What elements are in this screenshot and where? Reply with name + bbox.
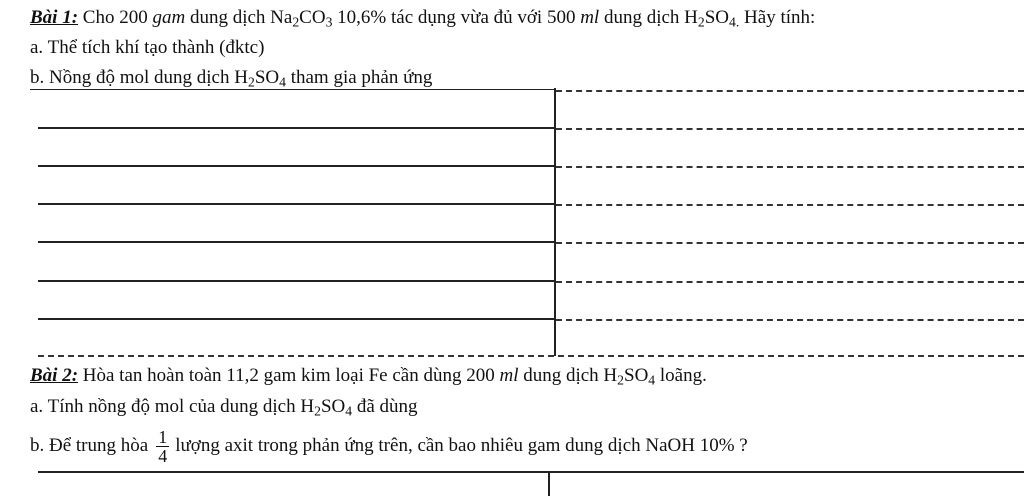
bai1-sub-co: 3 — [325, 14, 333, 30]
bai1-question — [30, 6, 815, 30]
bai2-a-sub-so: 4 — [345, 403, 353, 419]
bai2-question — [30, 364, 707, 388]
fraction-one-quarter — [156, 428, 169, 465]
bai1-label: Bài 1: — [30, 7, 79, 28]
answer-solid-line — [38, 165, 554, 167]
bai1-unit-ml: ml — [580, 7, 600, 28]
bai2-text-2: dung dịch H — [518, 365, 618, 386]
answer-dash-line — [556, 128, 1024, 130]
bai2-sub-h: 2 — [617, 372, 624, 388]
bai2-unit-ml: ml — [499, 365, 519, 386]
bai1-unit-gam: gam — [152, 7, 186, 28]
bai1-sub-so: 4. — [729, 14, 740, 30]
bai1-b-text-3: tham gia phản ứng — [285, 67, 433, 88]
bai1-b-sub-so: 4 — [279, 74, 286, 90]
answer-dash-line — [556, 204, 1024, 206]
bai1-part-b — [30, 66, 432, 90]
bai2-text-4: loãng. — [655, 365, 707, 386]
answer-solid-line — [38, 280, 554, 282]
answer-solid-line — [38, 241, 554, 243]
bai1-part-a: a. Thể tích khí tạo thành (đktc) — [30, 37, 265, 58]
bai2-sub-so: 4 — [648, 372, 656, 388]
bai1-text-3: CO — [299, 7, 326, 28]
bai2-part-a — [30, 395, 418, 419]
fraction-numerator: 1 — [158, 427, 168, 448]
bai2-a-text-1: a. Tính nồng độ mol của dung dịch H — [30, 396, 315, 417]
answer-dash-line — [556, 281, 1024, 283]
bai1-text-6: SO — [704, 7, 730, 28]
answer-dash-line — [556, 242, 1024, 244]
bai1-text-7: Hãy tính: — [739, 7, 816, 28]
answer-dash-line — [556, 319, 1024, 321]
fraction-denominator: 4 — [158, 446, 168, 467]
answer-solid-line — [38, 471, 1024, 473]
bai2-label: Bài 2: — [30, 365, 79, 386]
bai1-text-2: dung dịch Na — [185, 7, 293, 28]
answer-solid-line — [38, 127, 554, 129]
bai1-sub-h: 2 — [697, 14, 705, 30]
bai2-a-sub-h: 2 — [314, 403, 321, 419]
bai1-b-text-1: b. Nồng độ mol dung dịch H — [30, 67, 248, 88]
answer-dash-line — [556, 166, 1024, 168]
bai1-b-sub-h: 2 — [247, 74, 255, 90]
bai2-b-text-2: lượng axit trong phản ứng trên, cần bao nhiêu gam dung dịch NaOH 10% ? — [175, 435, 748, 456]
bai1-text-1: Cho 200 — [78, 7, 153, 28]
bai1-b-text-2: SO — [254, 67, 280, 88]
answer-solid-line — [30, 89, 554, 90]
answer-solid-line — [38, 203, 554, 205]
bai2-text-1: Hòa tan hoàn toàn 11,2 gam kim loại Fe cần dùng 200 — [78, 365, 500, 386]
bai1-text-4: 10,6% tác dụng vừa đủ với 500 — [332, 7, 581, 28]
bai2-a-text-2: SO — [320, 396, 346, 417]
bai2-b-text-1: b. Để trung hòa — [30, 435, 149, 456]
bai1-text-5: dung dịch H — [599, 7, 698, 28]
bai2-a-text-3: đã dùng — [352, 396, 418, 417]
answer-divider — [548, 472, 550, 496]
bai2-part-b — [30, 426, 748, 466]
answer-solid-line — [38, 318, 554, 320]
bai2-text-3: SO — [624, 365, 649, 386]
answer-dash-line — [38, 355, 1024, 357]
answer-dash-line — [556, 90, 1024, 92]
bai1-sub-na: 2 — [292, 14, 300, 30]
